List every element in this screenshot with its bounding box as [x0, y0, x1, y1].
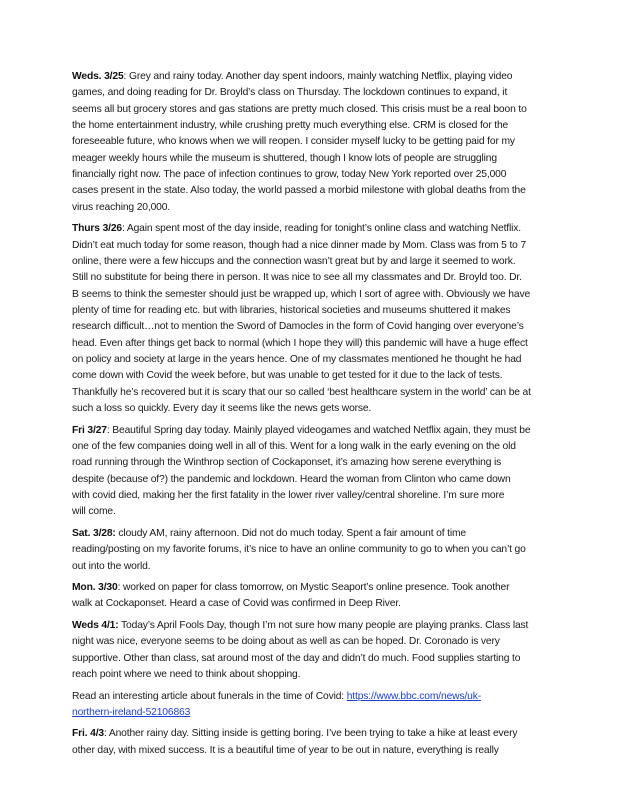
- journal-entry: [72, 423, 552, 521]
- entry-line: on policy and society at large in the years hence. One of my classmates mentioned he thought he had: [72, 354, 522, 366]
- journal-body: [72, 69, 552, 764]
- entry-line: supportive. Other than class, sat around most of the day and didn’t do much. Food supplies starting to: [72, 652, 521, 664]
- entry-line: Still no substitute for being there in person. It was nice to see all my classmates and Dr. Broyld too. Dr.: [72, 272, 522, 284]
- bbc-article-link-continued[interactable]: northern-ireland-52106863: [72, 706, 191, 718]
- entry-line: Read an interesting article about funerals in the time of Covid: https://www.bbc.com/news/uk-: [72, 690, 482, 702]
- entry-date: Mon. 3/30: [72, 582, 118, 594]
- entry-line: one of the few companies doing well in all of this. Went for a long walk in the early evening on the old: [72, 440, 516, 452]
- entry-line: walk at Cockaponset. Heard a case of Covid was confirmed in Deep River.: [72, 598, 401, 610]
- entry-line: Fri. 4/3: Another rainy day. Sitting inside is getting boring. I’ve been trying to take a hike at least every: [72, 728, 518, 740]
- entry-line: such a loss so quickly. Every day it seems like the news gets worse.: [72, 403, 372, 415]
- entry-line: [72, 705, 552, 721]
- entry-line: games, and doing reading for Dr. Broyld’s class on Thursday. The lockdown continues to expand, it: [72, 87, 508, 99]
- entry-line: reading/posting on my favorite forums, it’s nice to have an online community to go to when you can’t go: [72, 544, 526, 556]
- journal-entry: [72, 580, 552, 613]
- entry-line: road running through the Winthrop section of Cockaponset, it’s amazing how serene everything is: [72, 457, 502, 469]
- entry-line: virus reaching 20,000.: [72, 201, 171, 213]
- entry-line: other day, with mixed success. It is a beautiful time of year to be out in nature, everything is really: [72, 744, 499, 756]
- entry-line: the home entertainment industry, while crushing pretty much everything else. CRM is closed for the: [72, 120, 509, 132]
- journal-entry: [72, 618, 552, 683]
- entry-line: Didn’t eat much today for some reason, though had a nice dinner made by Mom. Class was from 5 to 7: [72, 239, 527, 251]
- entry-date: Fri. 4/3: [72, 728, 104, 740]
- entry-line: foreseeable future, who knows when we will reopen. I consider myself lucky to be getting paid for my: [72, 136, 515, 148]
- journal-entry: [72, 69, 552, 216]
- entry-line: Thankfully he’s recovered but it is scary that our so called ‘best healthcare system in the world’ can be at: [72, 386, 531, 398]
- entry-line: out into the world.: [72, 560, 151, 572]
- entry-line: Weds. 3/25: Grey and rainy today. Another day spent indoors, mainly watching Netflix, playing video: [72, 71, 513, 82]
- article-note: [72, 689, 552, 722]
- journal-entry: [72, 526, 552, 575]
- entry-line: despite (because of?) the pandemic and lockdown. Heard the woman from Clinton who came down: [72, 473, 511, 485]
- entry-line: Weds 4/1: Today’s April Fools Day, though I’m not sure how many people are playing pranks. Class last: [72, 619, 529, 631]
- entry-date: Weds 4/1:: [72, 619, 119, 631]
- entry-date: Fri 3/27: [72, 424, 107, 436]
- entry-line: Fri 3/27: Beautiful Spring day today. Mainly played videogames and watched Netflix again, they must be: [72, 424, 531, 436]
- entry-line: with covid died, making her the first fatality in the lower river valley/central shoreline. I’m sure more: [72, 489, 505, 501]
- entry-date: Weds. 3/25: [72, 71, 124, 82]
- entry-line: reach point where we need to think about shopping.: [72, 668, 301, 680]
- entry-line: cases present in the state. Also today, the world passed a morbid milestone with global deaths from the: [72, 185, 526, 197]
- entry-line: plenty of time for reading etc. but with libraries, historical societies and museums shuttered it makes: [72, 305, 511, 316]
- entry-line: meager weekly hours while the museum is shuttered, though I know lots of people are struggling: [72, 152, 497, 164]
- entry-line: financially right now. The pace of infection continues to grow, today New York reported over 25,000: [72, 169, 507, 181]
- entry-date: Thurs 3/26: [72, 223, 123, 235]
- entry-line: seems all but grocery stores and gas stations are pretty much closed. This crisis must be a real boon to: [72, 103, 527, 115]
- entry-line: research difficult…not to mention the Sword of Damocles in the form of Covid hanging over everyone’s: [72, 321, 524, 333]
- journal-entry: [72, 726, 552, 759]
- entry-line: Sat. 3/28: cloudy AM, rainy afternoon. Did not do much today. Spent a fair amount of time: [72, 527, 466, 539]
- entry-line: B seems to think the semester should just be wrapped up, which I sort of agree with. Obviously we have: [72, 288, 531, 300]
- entry-line: Mon. 3/30: worked on paper for class tomorrow, on Mystic Seaport’s online presence. Took another: [72, 582, 510, 594]
- entry-date: Sat. 3/28:: [72, 527, 116, 539]
- bbc-article-link[interactable]: https://www.bbc.com/news/uk-: [346, 690, 482, 702]
- entry-line: come down with Covid the week before, but was unable to get tested for it due to the lack of tests.: [72, 370, 503, 382]
- entry-line: online, there were a few hiccups and the connection wasn’t great but by and large it seemed to work.: [72, 255, 516, 267]
- entry-line: night was nice, everyone seems to be doing about as well as can be hoped. Dr. Coronado is very: [72, 636, 500, 648]
- entry-line: will come.: [72, 506, 116, 518]
- entry-line: Thurs 3/26: Again spent most of the day inside, reading for tonight’s online class and watching Netflix.: [72, 223, 521, 235]
- entry-line: head. Even after things get back to normal (which I hope they will) this pandemic will have a huge effect: [72, 337, 528, 349]
- journal-entry: [72, 221, 552, 417]
